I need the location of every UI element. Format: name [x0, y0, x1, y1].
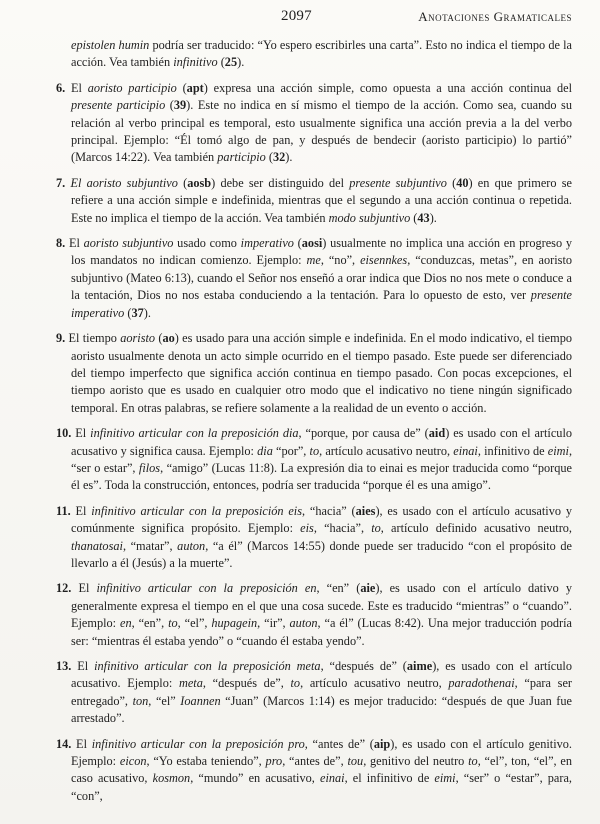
entry-7: 7. El aoristo subjuntivo (aosb) debe ser distinguido del presente subjuntivo (40) en que primero se refiere a una acción simple e indefinida, mientras que el segundo a una acción continua o repetida. Este no implica el tiempo de la acción. Vea también modo subjuntivo (43). [56, 175, 572, 225]
entry-10: 10. El infinitivo articular con la preposición dia, “porque, por causa de” (aid) es usado con el artículo acusativo y significa causa. Ejemplo: dia “por”, to, artículo acusativo neutro, einai, infinitivo de eimi, “ser o estar”, filos, “amigo” (Lucas 11:8). La expresión dia to einai es mejor traducida como “porque él es”. Toda la construcción, entonces, podría ser traducida “porque él es una amigo”. [56, 426, 573, 493]
entry-14: 14. El infinitivo articular con la preposición pro, “antes de” (aip), es usado con el artículo genitivo. Ejemplo: eicon, “Yo estaba teniendo”, pro, “antes de”, tou, genitivo del neutro to, “el”, ton, “el”, en caso acusativo, kosmon, “mundo” en acusativo, einai, el infinitivo de eimi, “ser” o “estar”, para, “con”, [56, 736, 573, 803]
entry-8: 8. El aoristo subjuntivo usado como imperativo (aosi) usualmente no implica una acción en progreso y los mandatos no indican comienzo. Ejemplo: me, “no”, eisennkes, “conduzcas, metas”, en aoristo subjuntivo (Mateo 6:13), cuando el Señor nos enseñó a orar indica que Dios no nos mete o conduce a la tentación, Dios no nos estaba conduciendo a la tentación. Para lo opuesto de esto, ver presente imperativo (37). [56, 236, 573, 320]
page-header [0, 8, 600, 30]
entry-11: 11. El infinitivo articular con la preposición eis, “hacia” (aies), es usado con el artículo acusativo y comúnmente significa propósito. Ejemplo: eis, “hacia”, to, artículo definido acusativo neutro, thanatosai, “matar”, auton, “a él” (Marcos 14:55) donde puede ser traducido “con el propósito de llevarlo a él (Jesús) a la muerte”. [56, 503, 573, 570]
page-body [56, 37, 572, 813]
entry-13: 13. El infinitivo articular con la preposición meta, “después de” (aime), es usado con el artículo acusativo. Ejemplo: meta, “después de”, to, artículo acusativo neutro, paradothenai, “para ser entregado”, ton, “el” Ioannen “Juan” (Marcos 1:14) es mejor traducido: “después de que Juan fue arrestado”. [56, 659, 572, 726]
entry-12: 12. El infinitivo articular con la preposición en, “en” (aie), es usado con el artículo dativo y generalmente expresa el tiempo en el que una cosa sucede. Este es traducido “mientras” o “cuando”. Ejemplo: en, “en”, to, “el”, hupagein, “ir”, auton, “a él” (Lucas 8:42). Una mejor traducción podría ser: “mientras él estaba yendo” o “cuando él estaba yendo”. [56, 581, 573, 648]
page-number: 2097 [281, 8, 312, 24]
paragraph-continuation: epistolen humin podría ser traducido: “Yo espero escribirles una carta”. Esto no indica el tiempo de la acción. Vea también infinitivo (25). [71, 38, 572, 70]
running-head: Anotaciones Gramaticales [418, 9, 572, 24]
entry-9: 9. El tiempo aoristo (ao) es usado para una acción simple e indefinida. En el modo indicativo, el tiempo aoristo usualmente denota un acto simple ocurrido en el tiempo pasado. Este puede ser diferenciado del tiempo imperfecto que significa acción continua en tiempo pasado. Con pocas excepciones, el tiempo aoristo que es usado en cualquier otro modo que el indicativo no tiene ningún significado temporal. En otras palabras, se refiere solamente a la realidad de un evento o acción. [56, 331, 572, 415]
entry-6: 6. El aoristo participio (apt) expresa una acción simple, como opuesta a una acción continua del presente participio (39). Este no indica en sí mismo el tiempo de la acción. Como sea, cuando su relación al verbo principal es temporal, esto usualmente significa una acción previa a la del verbo principal. Ejemplo: “Él tomó algo de pan, y después de bendecir (aoristo participio) lo partió” (Marcos 14:22). Vea también participio (32). [56, 80, 573, 165]
